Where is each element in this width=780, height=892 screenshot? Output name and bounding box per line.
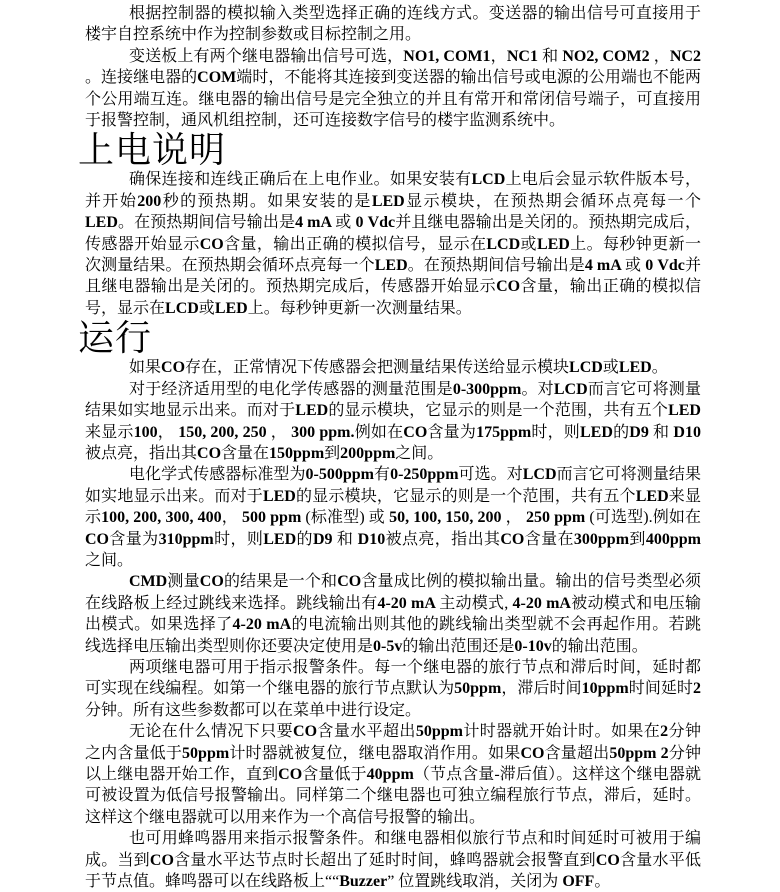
operation-paragraph-relay-programming: 两项继电器可用于指示报警条件。每一个继电器的旅行节点和滞后时间，延时都可实现在线编程。如第一个继电器的旅行节点默认为50ppm，滞后时间10ppm时间延时2分钟。所有这些参数都可以在菜单中进行设定。: [85, 658, 701, 719]
operation-paragraph-analog-output: CMD测量CO的结果是一个和CO含量成比例的模拟输出量。输出的信号类型必须在线路板上经过跳线来选择。跳线输出有4-20 mA 主动模式, 4-20 mA被动模式和电压输出模式。如果选择了4-20 mA的电流输出则其他的跳线输出类型就不会再起作用。若跳线选择电压输出类型则你还要决定使用是0-5v的输出范围还是0-10v的输出范围。: [85, 573, 701, 655]
document-content: [78, 3, 701, 892]
operation-paragraph-standard-range: 电化学式传感器标准型为0-500ppm有0-250ppm可选。对LCD而言它可将测量结果如实地显示出来。而对于LED的显示模块，它显示的则是一个范围，共有五个LED来显示100, 200, 300, 400， 500 ppm (标准型) 或 50, 100, 150, 200 ， 250 ppm (可选型).例如在CO含量为310ppm时，则LED的D9 和 D10被点亮，指出其CO含量在300ppm到400ppm之间。: [85, 466, 701, 569]
power-on-paragraph: 确保连接和连线正确后在上电作业。如果安装有LCD上电后会显示软件版本号，并开始200秒的预热期。如果安装的是LED显示模块，在预热期会循环点亮每一个LED。在预热期间信号输出是4 mA 或 0 Vdc并且继电器输出是关闭的。预热期完成后，传感器开始显示CO含量，输出正确的模拟信号，显示在LCD或LED上。每秒钟更新一次测量结果。在预热期会循环点亮每一个LED。在预热期间信号输出是4 mA 或 0 Vdc并且继电器输出是关闭的。预热期完成后，传感器开始显示CO含量，输出正确的模拟信号，显示在LCD或LED上。每秒钟更新一次测量结果。: [85, 171, 701, 317]
operation-paragraph-buzzer: 也可用蜂鸣器用来指示报警条件。和继电器相似旅行节点和时间延时可被用于编成。当到CO含量水平达节点时长超出了延时时间，蜂鸣器就会报警直到CO含量水平低于节点值。蜂鸣器可以在线路板上““Buzzer” 位置跳线取消，关闭为 OFF。: [85, 830, 701, 891]
section-heading-operation: 运行: [78, 318, 153, 359]
intro-paragraph-wiring: 根据控制器的模拟输入类型选择正确的连线方式。变送器的输出信号可直接用于楼宇自控系统中作为控制参数或目标控制之用。: [85, 5, 701, 44]
operation-paragraph-display: 如果CO存在，正常情况下传感器会把测量结果传送给显示模块LCD或LED。: [129, 359, 668, 377]
intro-paragraph-relay-outputs: 变送板上有两个继电器输出信号可选，NO1, COM1，NC1 和 NO2, COM2 ，NC2 。连接继电器的COM端时，不能将其连接到变送器的输出信号或电源的公用端也不能两个公用端互连。继电器的输出信号是完全独立的并且有常开和常闭信号端子，可直接用于报警控制，通风机组控制，还可连接数字信号的楼宇监测系统中。: [85, 47, 701, 130]
operation-paragraph-economy-range: 对于经济适用型的电化学传感器的测量范围是0-300ppm。对LCD而言它可将测量结果如实地显示出来。而对于LED的显示模块，它显示的则是一个范围，共有五个LED来显示100， 150, 200, 250 ， 300 ppm.例如在CO含量为175ppm时，则LED的D9 和 D10被点亮，指出其CO含量在150ppm到200ppm之间。: [85, 380, 701, 462]
operation-paragraph-alarm-timer: 无论在什么情况下只要CO含量水平超出50ppm计时器就开始计时。如果在2分钟之内含量低于50ppm计时器就被复位，继电器取消作用。如果CO含量超出50ppm 2分钟以上继电器开始工作，直到CO含量低于40ppm（节点含量-滞后值）。这样这个继电器就可被设置为低信号报警输出。同样第二个继电器也可独立编程旅行节点，滞后，延时。这样这个继电器就可以用来作为一个高信号报警的输出。: [85, 723, 701, 826]
section-heading-power-on: 上电说明: [78, 130, 227, 171]
